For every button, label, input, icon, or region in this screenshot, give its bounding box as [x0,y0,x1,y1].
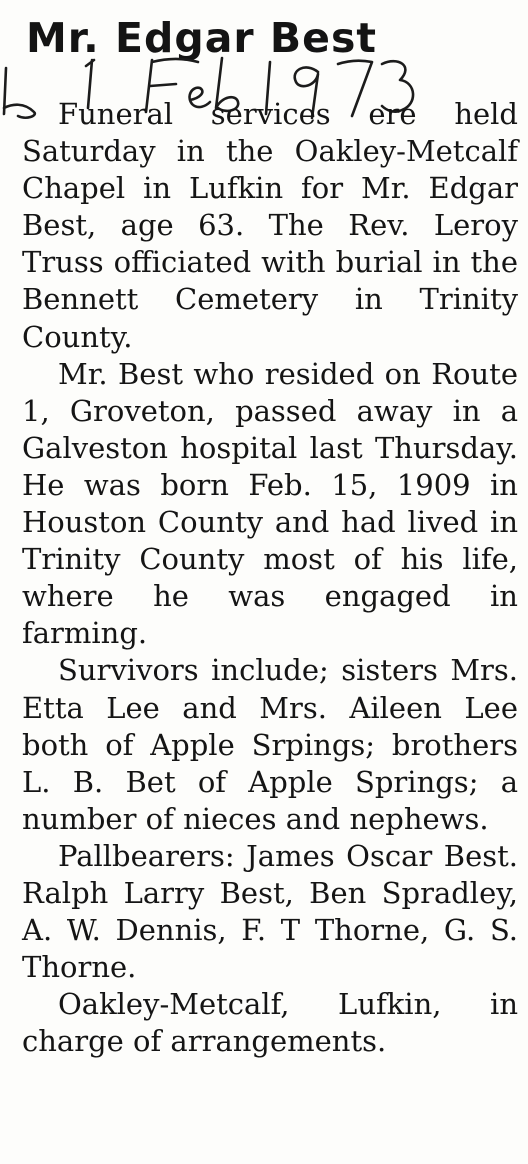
paragraph-funeral: Funeral services ere held Saturday in the Oakley-Metcalf Chapel in Lufkin for Mr. Edgar Best, age 63. The Rev. Leroy Truss officiated with burial in the Bennett Cemetery in Trinity County. [22,97,518,354]
obituary-headline: Mr. Edgar Best [26,14,377,62]
paragraph-arrangements: Oakley-Metcalf, Lufkin, in charge of arrangements. [22,987,518,1059]
paragraph-pallbearers: Pallbearers: James Oscar Best. Ralph Larry Best, Ben Spradley, A. W. Dennis, F. T Thorne, G. S. Thorne. [22,838,518,985]
paragraph-survivors: Survivors include; sisters Mrs. Etta Lee and Mrs. Aileen Lee both of Apple Srpings; brothers L. B. Bet of Apple Springs; a number of nieces and nephews. [22,653,518,836]
paragraph-biography: Mr. Best who resided on Route 1, Groveton, passed away in a Galveston hospital last Thursday. He was born Feb. 15, 1909 in Houston County and had lived in Trinity County most of his life, where he was engaged in farming. [22,356,518,651]
obituary-body [22,96,518,1060]
